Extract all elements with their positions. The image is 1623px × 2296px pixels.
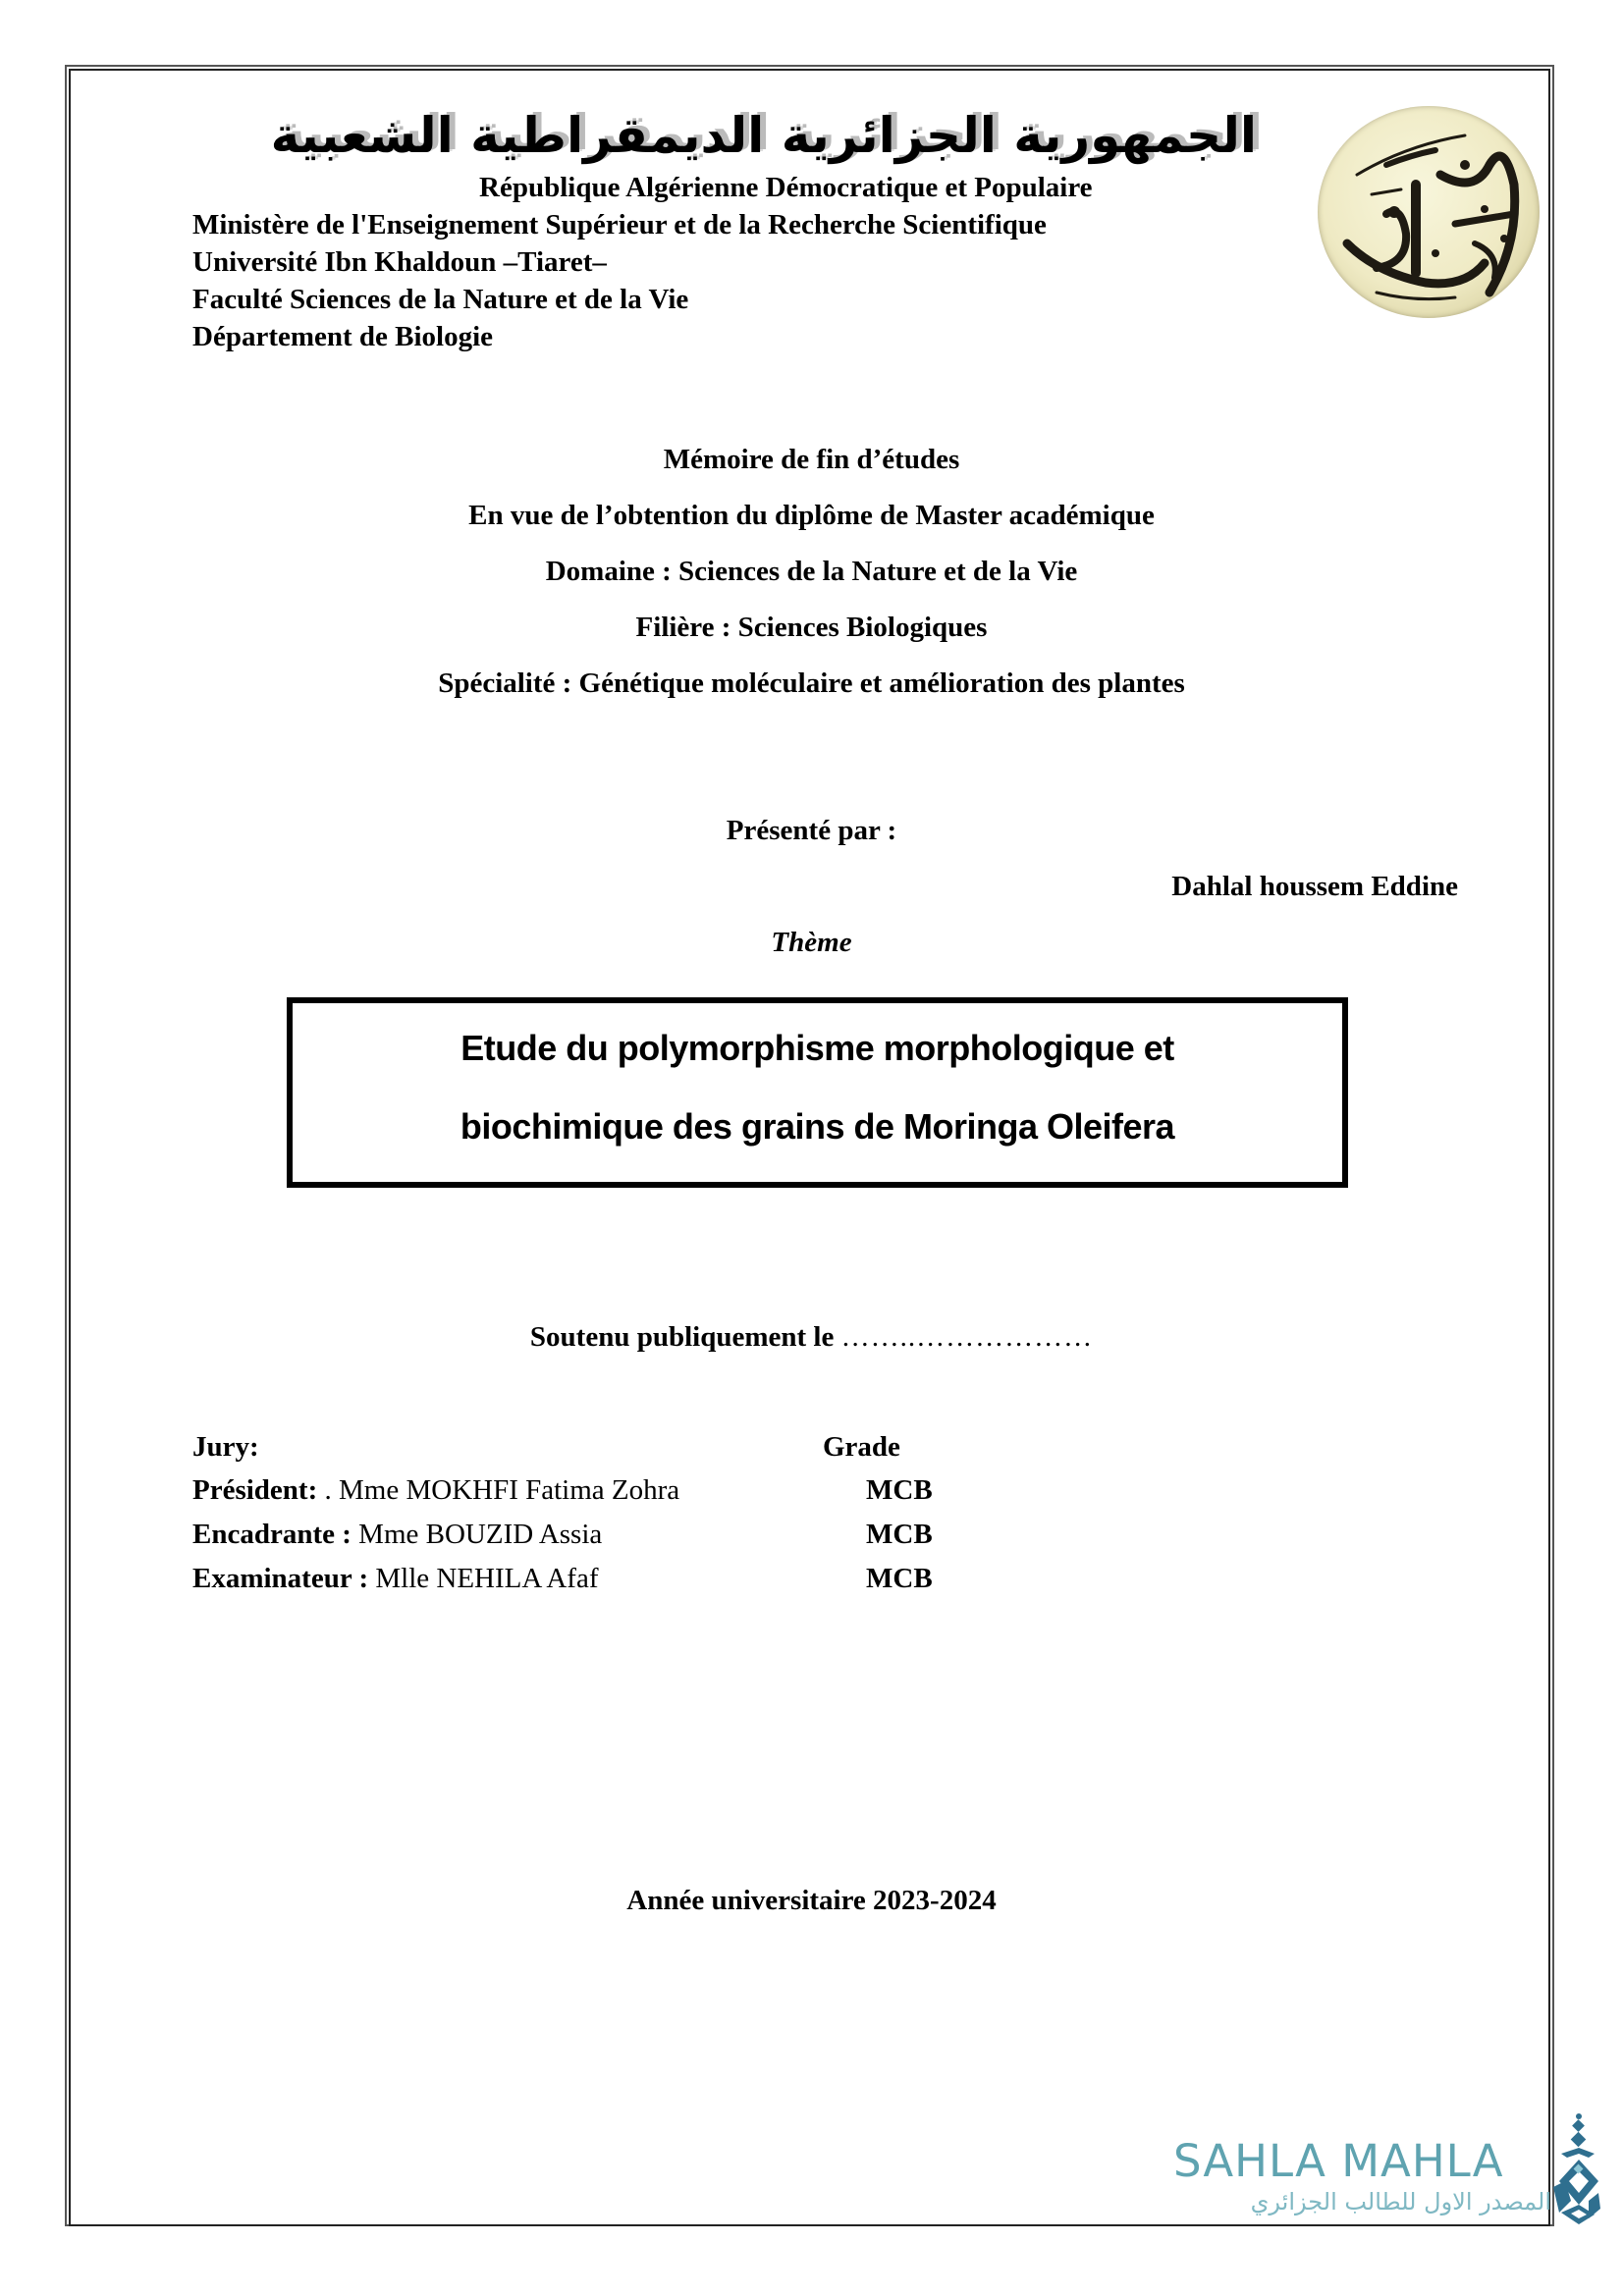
thesis-title-box bbox=[287, 997, 1348, 1188]
academic-year: Année universitaire 2023-2024 bbox=[626, 1885, 997, 1916]
jury-member-president bbox=[192, 1472, 679, 1508]
jury-label: Jury: bbox=[192, 1431, 259, 1463]
faculty-name: Faculté Sciences de la Nature et de la Vie bbox=[192, 284, 689, 315]
defense-date-line bbox=[0, 1319, 1623, 1355]
department-name: Département de Biologie bbox=[192, 321, 494, 352]
defense-date-placeholder: ……..……………… bbox=[840, 1321, 1094, 1353]
watermark-tagline: المصدر الاول للطالب الجزائري bbox=[1250, 2188, 1551, 2216]
jury-member-supervisor bbox=[192, 1517, 602, 1552]
jury-grade: MCB bbox=[866, 1563, 933, 1594]
jury-name: . Mme MOKHFI Fatima Zohra bbox=[317, 1474, 680, 1506]
jury-role: Encadrante : bbox=[192, 1519, 352, 1550]
thesis-type: Mémoire de fin d’études bbox=[663, 444, 960, 475]
sahla-mahla-logo-icon bbox=[1549, 2110, 1600, 2230]
jury-header bbox=[192, 1429, 259, 1465]
jury-name: Mme BOUZID Assia bbox=[351, 1519, 603, 1550]
thesis-specialty: Spécialité : Génétique moléculaire et amélioration des plantes bbox=[438, 667, 1185, 699]
jury-grade: MCB bbox=[866, 1519, 933, 1550]
jury-name: Mlle NEHILA Afaf bbox=[368, 1563, 599, 1594]
watermark-brand: SAHLA MAHLA bbox=[1173, 2135, 1504, 2187]
arabic-republic-title: الجمهورية الجزائرية الديمقراطية الشعبية bbox=[270, 107, 1257, 164]
thesis-title-line-2: biochimique des grains de Moringa Oleifera bbox=[460, 1106, 1175, 1147]
jury-role: Examinateur : bbox=[192, 1563, 369, 1594]
jury-grade: MCB bbox=[866, 1474, 933, 1506]
ministry-name: Ministère de l'Enseignement Supérieur et de la Recherche Scientifique bbox=[192, 209, 1047, 240]
university-name: Université Ibn Khaldoun –Tiaret– bbox=[192, 246, 607, 278]
thesis-title-line-1: Etude du polymorphisme morphologique et bbox=[460, 1028, 1174, 1068]
grade-header: Grade bbox=[823, 1431, 900, 1463]
theme-label: Thème bbox=[771, 927, 852, 958]
jury-role: Président: bbox=[192, 1474, 318, 1506]
defense-label: Soutenu publiquement le bbox=[529, 1321, 841, 1353]
thesis-purpose: En vue de l’obtention du diplôme de Master académique bbox=[468, 500, 1155, 531]
thesis-field: Filière : Sciences Biologiques bbox=[635, 612, 988, 643]
jury-member-examiner bbox=[192, 1561, 598, 1596]
republic-name: République Algérienne Démocratique et Populaire bbox=[479, 172, 1093, 203]
thesis-domain: Domaine : Sciences de la Nature et de la Vie bbox=[545, 556, 1078, 587]
presented-by-label: Présenté par : bbox=[726, 815, 897, 846]
university-seal-icon bbox=[1318, 106, 1540, 318]
student-name: Dahlal houssem Eddine bbox=[1171, 871, 1458, 902]
